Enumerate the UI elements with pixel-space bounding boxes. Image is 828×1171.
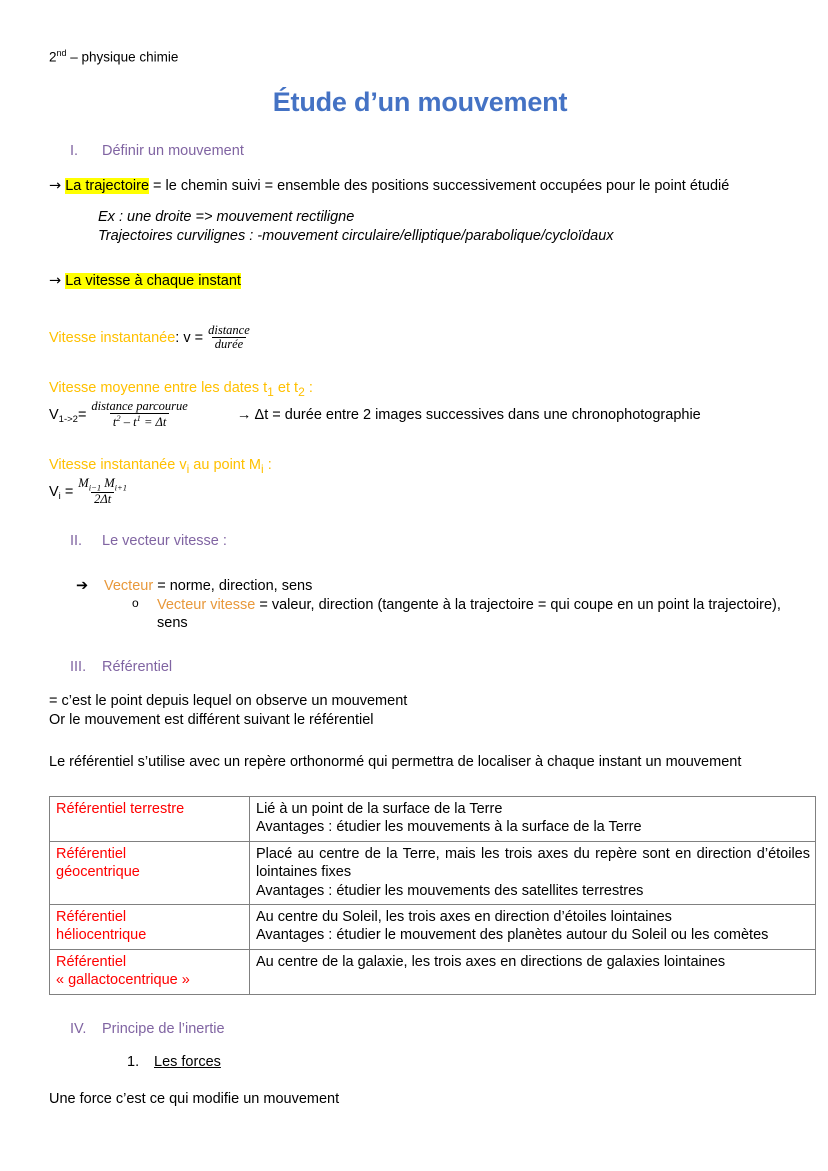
desc-line: Au centre du Soleil, les trois axes en direction d’étoiles lointaines [256,908,672,925]
den-sup-1: 2 [116,413,121,424]
table-row [50,841,816,904]
fraction-2-denominator [110,413,169,430]
heading-section-2 [49,533,791,550]
formula-2-sub-1: 1 [267,384,274,399]
force-definition-paragraph: Une force c’est ce qui modifie un mouvement [49,1090,340,1107]
vecteur-term: Vecteur [104,578,154,595]
vecteur-vitesse-item-text [157,596,791,633]
section-3-label: Référentiel [102,658,173,675]
formula-2-label [49,379,791,400]
vecteur-vitesse-term: Vecteur vitesse [157,596,256,613]
formula-vitesse-moyenne [49,400,791,430]
table-row [50,796,816,841]
arrow-icon: → [49,177,62,194]
vecteur-vitesse-rest: = valeur, direction (tangente à la trajectoire = qui coupe en un point la trajectoire), sens [157,596,781,632]
document-meta [49,48,791,66]
den-t1: t [112,415,117,430]
section-1-label: Définir un mouvement [102,143,244,160]
vecteur-item-text [104,577,312,596]
section-2-number: II. [70,532,83,549]
table-cell-description [250,796,816,841]
label-line-1: Référentiel terrestre [56,800,185,817]
formula-3-sub-2: i [261,461,264,476]
chronophotographie-note: → Δt = durée entre 2 images successives dans une chronophotographie [236,406,701,423]
formula-3-label-c: : [263,456,272,473]
highlight-vitesse: La vitesse à chaque instant [65,273,241,289]
vitesse-instant-heading [49,272,791,291]
section-4-label: Principe de l’inertie [102,1020,225,1037]
desc-line: Placé au centre de la Terre, mais les trois axes du repère sont en direction d’étoiles lointaines fixes [256,845,810,881]
num-m1: M [78,475,89,490]
formula-2-lhs-v: V [49,406,59,423]
grade-level: 2 [49,49,57,65]
formula-1-lead: : v = [175,329,204,346]
arrow-bullet-icon: ➔ [76,578,89,595]
vecteur-list-item [49,577,791,596]
section-4-number: IV. [70,1020,87,1037]
fraction-numerator: distance [208,322,250,337]
formula-2-sub-2: 2 [298,384,305,399]
trajectory-definition-text: = le chemin suivi = ensemble des positions successivement occupées pour le point étudié [149,177,730,194]
den-sup-2: 1 [136,413,141,424]
vecteur-vitesse-list-item [49,596,791,633]
formula-2-label-c: : [304,379,313,396]
formula-2-lhs [49,407,86,423]
fraction-mi-2dt [75,477,130,507]
table-row [50,904,816,949]
table-cell-label [50,949,250,994]
table-row [50,949,816,994]
desc-line: Lié à un point de la surface de la Terre [256,800,503,817]
circle-bullet-icon: o [132,595,139,610]
formula-3-lhs-sub: i [58,490,61,502]
fraction-distance-duree [205,324,253,352]
fraction-denominator: durée [212,337,246,352]
subsection-number: 1. [127,1053,140,1070]
fraction-3-denominator: 2Δt [91,492,114,507]
referentiel-usage-paragraph: Le référentiel s’utilise avec un repère orthonormé qui permettra de localiser à chaque instant un mouvement [49,754,742,771]
table-cell-label [50,904,250,949]
heading-section-3 [49,659,791,676]
section-2-label: Le vecteur vitesse : [102,532,227,549]
desc-line: Au centre de la galaxie, les trois axes en directions de galaxies lointaines [256,953,726,970]
subject-label: – physique chimie [66,49,179,65]
desc-line: Avantages : étudier les mouvements des satellites terrestres [256,882,644,899]
formula-3-lhs [49,484,73,500]
fraction-distance-parcourue [88,400,190,430]
referentiels-table-body [50,796,816,994]
den-minus: – [120,415,134,430]
grade-level-suffix: nd [56,48,67,58]
formula-2-lhs-sub: 1->2 [58,413,78,425]
heading-section-4 [49,1021,791,1038]
formula-2-label-b: et t [273,379,299,396]
formula-2-label-a: Vitesse moyenne entre les dates t [49,379,268,396]
formula-3-lhs-v: V [49,483,59,500]
formula-2-equals: = [77,406,87,423]
referentiel-def-line-1: = c’est le point depuis lequel on observe un mouvement [49,693,408,710]
trajectory-definition [49,177,791,196]
heading-subsection-1 [49,1054,791,1070]
subsection-label: Les forces [154,1053,221,1070]
referentiel-def-line-2: Or le mouvement est différent suivant le référentiel [49,711,374,728]
section-1-number: I. [70,143,79,160]
num-m1-sub: i−1 [88,482,102,493]
label-line-2: « gallactocentrique » [56,972,190,989]
highlight-trajectoire: La trajectoire [65,177,150,194]
formula-3-sub-1: i [186,461,190,476]
table-cell-description [250,949,816,994]
vecteur-rest: = norme, direction, sens [153,578,313,595]
example-line-1: Ex : une droite => mouvement rectiligne [98,209,355,226]
arrow-icon-2: → [49,273,62,289]
formula-3-equals: = [60,483,74,500]
num-m2-sub: i+1 [114,482,127,493]
den-equals-dt: = Δt [140,415,167,430]
label-line-1: Référentiel [56,845,127,862]
desc-line: Avantages : étudier les mouvements à la surface de la Terre [256,819,642,836]
num-m2: M [101,475,115,490]
section-3-number: III. [70,658,87,675]
formula-3-label-b: au point M [189,456,262,473]
label-line-2: héliocentrique [56,927,147,944]
heading-section-1 [49,143,791,160]
formula-vitesse-point-mi [49,477,791,507]
fraction-3-numerator [75,477,130,493]
desc-line: Avantages : étudier le mouvement des planètes autour du Soleil ou les comètes [256,927,769,944]
document-content [49,48,810,1122]
page-title: Étude d’un mouvement [272,86,568,117]
table-cell-label [50,796,250,841]
table-cell-description [250,904,816,949]
label-line-1: Référentiel [56,908,127,925]
formula-1-label: Vitesse instantanée [49,329,176,346]
referentiels-table [49,796,816,995]
fraction-2-numerator: distance parcourue [91,398,188,413]
den-t2: t [133,415,137,430]
table-cell-label [50,841,250,904]
formula-3-label-a: Vitesse instantanée v [49,456,187,473]
formula-3-label [49,456,791,477]
label-line-2: géocentrique [56,864,140,881]
table-cell-description [250,841,816,904]
label-line-1: Référentiel [56,953,127,970]
example-line-2: Trajectoires curvilignes : -mouvement circulaire/elliptique/parabolique/cycloïdaux [98,228,614,245]
formula-vitesse-instantanee [49,323,791,353]
